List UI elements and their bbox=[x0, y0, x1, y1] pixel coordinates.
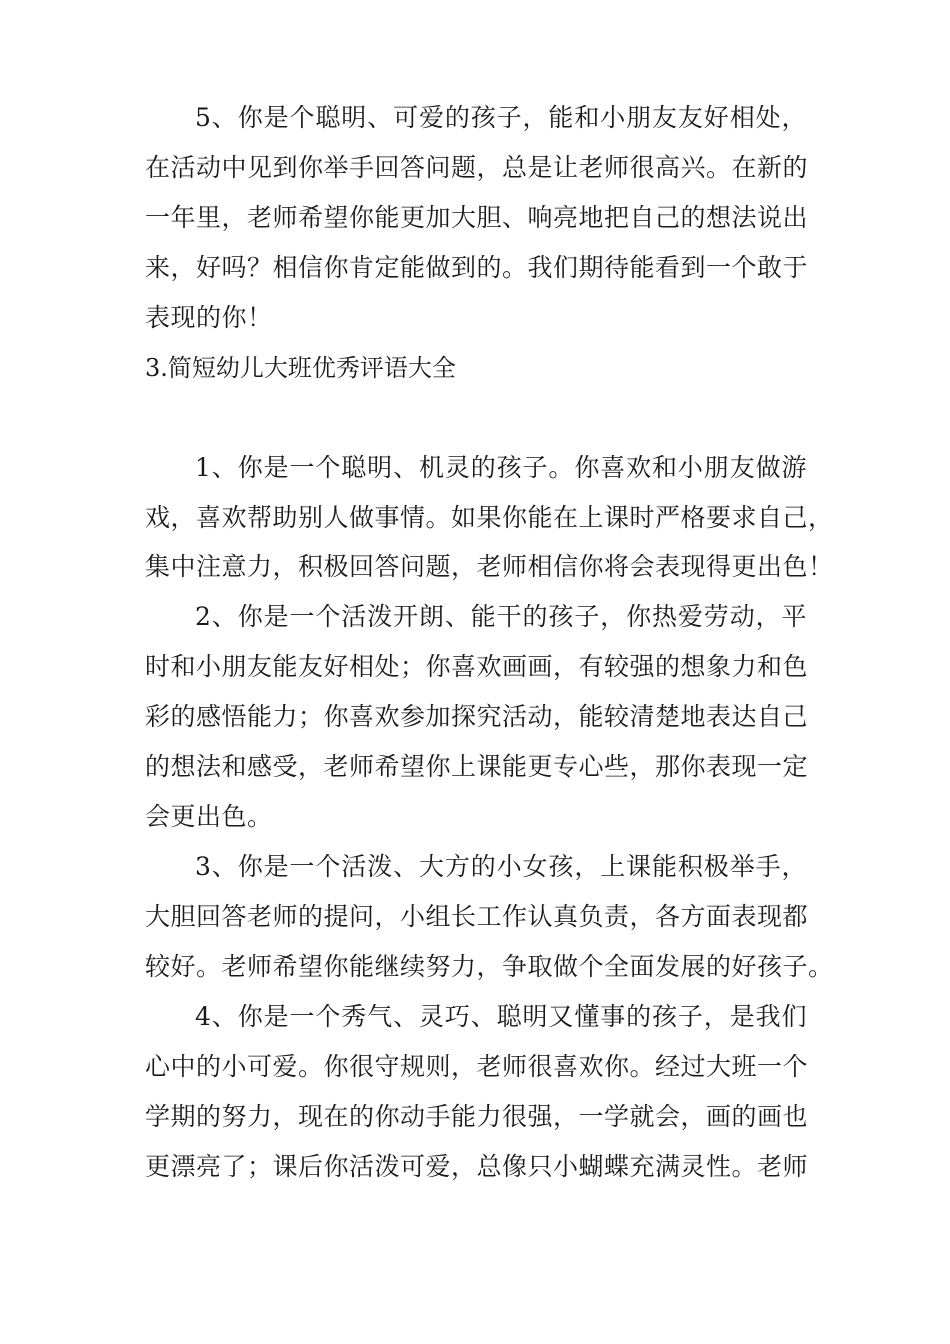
paragraph-3-line-2: 大胆回答老师的提问，小组长工作认真负责，各方面表现都 bbox=[145, 902, 809, 931]
paragraph-1-line-1: 1、你是一个聪明、机灵的孩子。你喜欢和小朋友做游 bbox=[195, 453, 807, 482]
paragraph-2-line-3: 彩的感悟能力；你喜欢参加探究活动，能较清楚地表达自己 bbox=[145, 702, 809, 731]
section-heading: 3.简短幼儿大班优秀评语大全 bbox=[145, 354, 456, 382]
paragraph-2-line-4: 的想法和感受，老师希望你上课能更专心些，那你表现一定 bbox=[145, 752, 809, 781]
paragraph-1-line-3: 集中注意力，积极回答问题，老师相信你将会表现得更出色！ bbox=[145, 552, 834, 581]
paragraph-4-line-4: 更漂亮了；课后你活泼可爱，总像只小蝴蝶充满灵性。老师 bbox=[145, 1152, 809, 1181]
paragraph-2-line-2: 时和小朋友能友好相处；你喜欢画画，有较强的想象力和色 bbox=[145, 652, 809, 681]
paragraph-4-line-1: 4、你是一个秀气、灵巧、聪明又懂事的孩子，是我们 bbox=[195, 1002, 807, 1031]
paragraph-2-line-5: 会更出色。 bbox=[145, 802, 273, 831]
paragraph-5-line-5: 表现的你！ bbox=[145, 303, 273, 332]
paragraph-5-line-4: 来，好吗？相信你肯定能做到的。我们期待能看到一个敢于 bbox=[145, 253, 809, 282]
paragraph-3-line-3: 较好。老师希望你能继续努力，争取做个全面发展的好孩子。 bbox=[145, 952, 834, 981]
paragraph-3-line-1: 3、你是一个活泼、大方的小女孩，上课能积极举手， bbox=[195, 852, 807, 881]
paragraph-2-line-1: 2、你是一个活泼开朗、能干的孩子，你热爱劳动，平 bbox=[195, 602, 807, 631]
paragraph-5-line-2: 在活动中见到你举手回答问题，总是让老师很高兴。在新的 bbox=[145, 153, 809, 182]
paragraph-4-line-3: 学期的努力，现在的你动手能力很强，一学就会，画的画也 bbox=[145, 1102, 809, 1131]
paragraph-1-line-2: 戏，喜欢帮助别人做事情。如果你能在上课时严格要求自己， bbox=[145, 503, 834, 532]
paragraph-5-line-1: 5、你是个聪明、可爱的孩子，能和小朋友友好相处， bbox=[195, 103, 807, 132]
paragraph-4-line-2: 心中的小可爱。你很守规则，老师很喜欢你。经过大班一个 bbox=[145, 1052, 809, 1081]
paragraph-5-line-3: 一年里，老师希望你能更加大胆、响亮地把自己的想法说出 bbox=[145, 203, 809, 232]
